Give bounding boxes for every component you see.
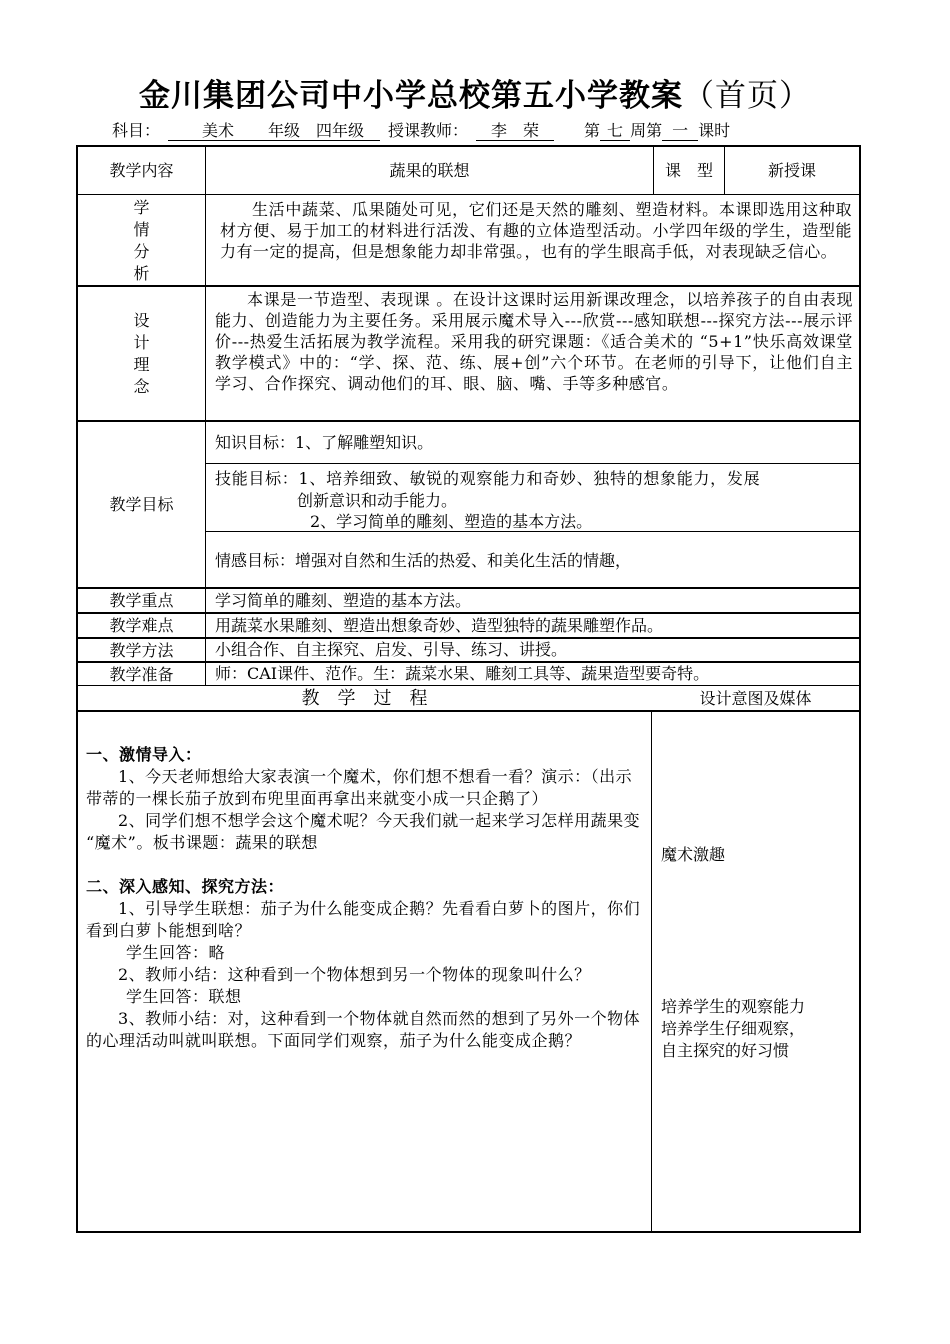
intent-1: 魔术激趣 [661, 845, 726, 864]
intent-2-line-3: 自主探究的好习惯 [661, 1041, 790, 1060]
lesson-value: 一 [662, 122, 698, 141]
key-label: 教学重点 [109, 591, 174, 610]
prep-label: 教学准备 [109, 664, 174, 684]
section-2-answer-2: 学生回答：联想 [126, 987, 242, 1006]
difficulty-value: 用蔬菜水果雕刻、塑造出想象奇妙、造型独特的蔬果雕塑作品。 [215, 616, 664, 635]
subject-label: 科目： [112, 121, 161, 140]
difficulty-label: 教学难点 [109, 616, 174, 635]
prep-value: 师：CAI课件、范作。生：蔬菜水果、雕刻工具等、蔬果造型要奇特。 [215, 664, 710, 683]
grade-value: 四年级 [300, 122, 380, 141]
method-value: 小组合作、自主探究、启发、引导、练习、讲授。 [215, 640, 568, 659]
goals-label: 教学目标 [109, 495, 174, 514]
section-1-para-1: 1、今天老师想给大家表演一个魔术，你们想不想看一看？演示：（出示带蒂的一棵长茄子放到布兜里面再拿出来就变小成一只企鹅了） [86, 767, 633, 808]
intent-2-line-1: 培养学生的观察能力 [661, 997, 806, 1016]
goal-skill-1b: 创新意识和动手能力。 [297, 491, 458, 510]
design-label: 设 计 理 念 [133, 310, 150, 396]
method-label: 教学方法 [109, 640, 174, 660]
section-2-para-1: 1、引导学生联想：茄子为什么能变成企鹅？先看看白萝卜的图片，你们看到白萝卜能想到啥？ [86, 899, 641, 940]
page-title [0, 70, 950, 115]
title-sub: （首页） [683, 78, 811, 114]
lesson-label: 课时 [698, 121, 731, 140]
week-value: 七 [600, 122, 630, 141]
subject-value: 美术 [168, 122, 268, 141]
week-prefix: 第 [584, 121, 601, 140]
teacher-value: 李 荣 [476, 122, 554, 141]
process-header: 教 学 过 程 [301, 687, 428, 709]
section-1-title: 一、激情导入： [86, 745, 202, 764]
goal-emotion: 情感目标：增强对自然和生活的热爱、和美化生活的情趣， [215, 551, 632, 570]
key-value: 学习简单的雕刻、塑造的基本方法。 [215, 591, 472, 610]
content-label: 教学内容 [109, 161, 174, 180]
meta-line [112, 118, 730, 141]
section-2-title: 二、深入感知、探究方法： [86, 877, 285, 896]
design-text: 本课是一节造型、表现课 。在设计这课时运用新课改理念，以培养孩子的自由表现能力、创造能力为主要任务。采用展示魔术导入---欣赏---感知联想---探究方法---展示评价---热爱生活拓展为教学流程。采用我的研究课题：《适合美术的 “5+1”快乐高效课堂教学模式》中的：“学、探、范、练、展+创”六个环节。在老师的引导下，让他们自主学习、合作探究、调动他们的耳、眼、脑、嘴、手等多种感官。 [215, 290, 853, 393]
title-main: 金川集团公司中小学总校第五小学教案 [139, 78, 683, 114]
process-content [86, 744, 642, 1224]
grade-label: 年级 [268, 121, 301, 140]
section-1-para-2: 2、同学们想不想学会这个魔术呢？今天我们就一起来学习怎样用蔬果变 “魔术”。板书课题：蔬果的联想 [86, 811, 641, 852]
intent-2-line-2: 培养学生仔细观察， [661, 1019, 806, 1038]
section-2-para-3: 3、教师小结：对，这种看到一个物体就自然而然的想到了另外一个物体的心理活动叫就叫联想。下面同学们观察，茄子为什么能变成企鹅？ [86, 1009, 641, 1050]
type-label: 课 型 [664, 161, 713, 180]
section-2-para-2: 2、教师小结：这种看到一个物体想到另一个物体的现象叫什么？ [118, 965, 591, 984]
teacher-label: 授课教师： [388, 121, 469, 140]
goal-knowledge: 知识目标：1、了解雕塑知识。 [215, 433, 434, 452]
intent-header: 设计意图及媒体 [699, 688, 812, 708]
goal-skill-1: 技能目标：1、培养细致、敏锐的观察能力和奇妙、独特的想象能力，发展 [215, 469, 761, 488]
analysis-text: 生活中蔬菜、瓜果随处可见，它们还是天然的雕刻、塑造材料。本课即选用这种取材方便、易于加工的材料进行活泼、有趣的立体造型活动。小学四年级的学生，造型能力有一定的提高，但是想象能力却非常强。，也有的学生眼高手低，对表现缺乏信心。 [220, 200, 852, 261]
week-label: 周第 [630, 121, 663, 140]
intent-2 [661, 996, 857, 1066]
type-value: 新授课 [767, 161, 816, 180]
analysis-label: 学 情 分 析 [133, 197, 150, 283]
goal-skill-2: 2、学习简单的雕刻、塑造的基本方法。 [310, 512, 593, 531]
content-value: 蔬果的联想 [389, 161, 470, 180]
section-2-answer-1: 学生回答：略 [126, 943, 226, 962]
